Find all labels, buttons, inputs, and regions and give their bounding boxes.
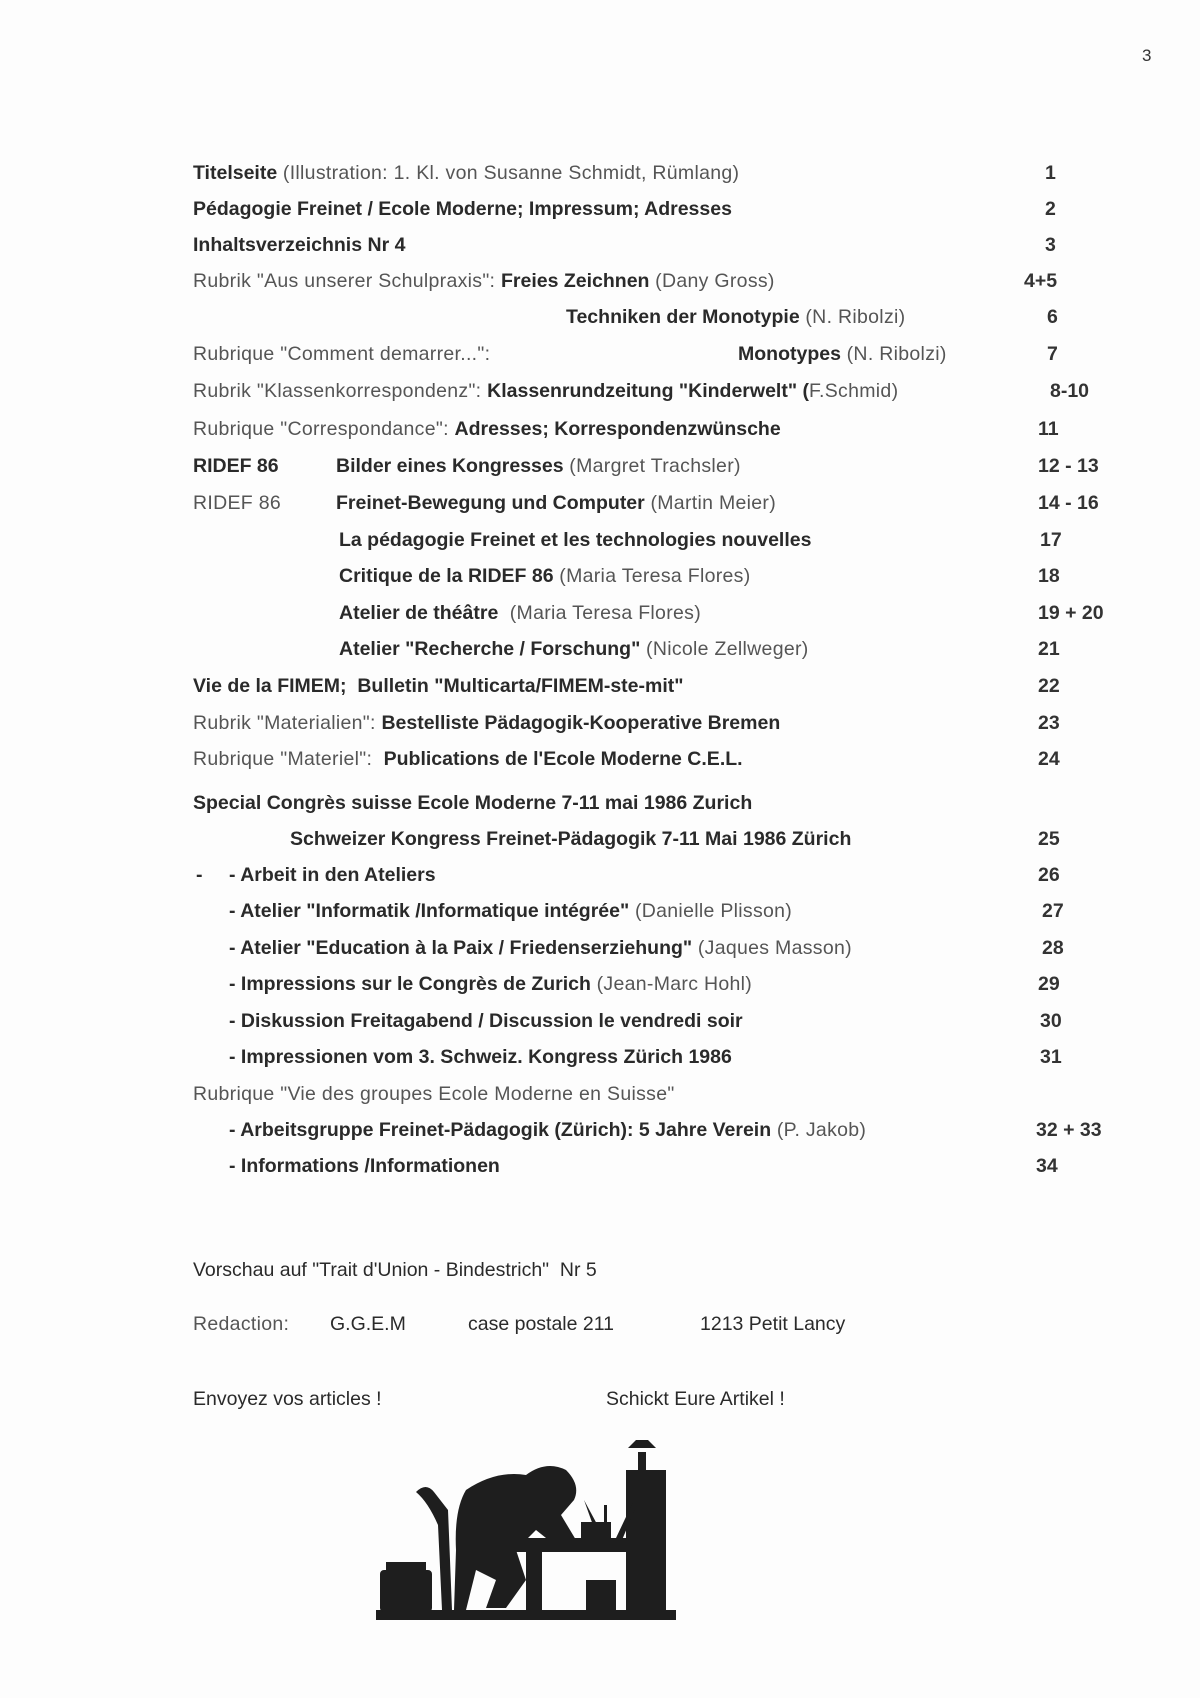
redaction-postbox: case postale 211 (468, 1313, 614, 1335)
toc-suffix: (N. Ribolzi) (840, 343, 947, 365)
toc-entry (0, 1153, 1200, 1179)
toc-title: La pédagogie Freinet et les technologies nouvelles (339, 529, 812, 551)
toc-title: Titelseite (193, 162, 278, 184)
toc-suffix: F.Schmid) (808, 380, 899, 402)
toc-suffix: (Illustration: 1. Kl. von Susanne Schmidt, Rümlang) (277, 162, 740, 184)
toc-entry (0, 341, 1200, 367)
toc-entry (0, 898, 1200, 924)
toc-title: - Atelier "Informatik /Informatique intégrée" (229, 900, 630, 922)
toc-suffix: (P. Jakob) (771, 1119, 867, 1141)
toc-prefix: - (196, 864, 203, 886)
toc-title: Klassenrundzeitung "Kinderwelt" ( (487, 380, 809, 402)
toc-entry (0, 1008, 1200, 1034)
toc-prefix: RIDEF 86 (193, 492, 282, 514)
toc-entry (0, 490, 1200, 516)
toc-page: 32 + 33 (1036, 1119, 1102, 1141)
toc-entry (0, 1117, 1200, 1143)
toc-title: - Diskussion Freitagabend / Discussion le vendredi soir (229, 1010, 743, 1032)
toc-prefix: Rubrik "Materialien": (193, 712, 382, 734)
child-writing-silhouette-icon (376, 1430, 686, 1620)
toc-page: 31 (1040, 1046, 1062, 1068)
toc-title: - Arbeit in den Ateliers (229, 864, 436, 886)
toc-suffix: (Margret Trachsler) (563, 455, 741, 477)
toc-title: Inhaltsverzeichnis Nr 4 (193, 234, 406, 256)
toc-prefix: Rubrik "Aus unserer Schulpraxis": (193, 270, 501, 292)
toc-title: Pédagogie Freinet / Ecole Moderne; Impressum; Adresses (193, 198, 732, 220)
toc-title: Monotypes (738, 343, 841, 365)
toc-title: - Atelier "Education à la Paix / Friedenserziehung" (229, 937, 693, 959)
toc-title: Atelier "Recherche / Forschung" (339, 638, 641, 660)
toc-section-heading (0, 1081, 1200, 1107)
toc-page: 24 (1038, 748, 1060, 770)
toc-title: Bestelliste Pädagogik-Kooperative Bremen (381, 712, 781, 734)
toc-page: 11 (1038, 418, 1059, 440)
toc-suffix: (Maria Teresa Flores) (553, 565, 751, 587)
toc-suffix: (Danielle Plisson) (629, 900, 793, 922)
toc-title: - Informations /Informationen (229, 1155, 500, 1177)
toc-title: Vie de la FIMEM; Bulletin "Multicarta/FIMEM-ste-mit" (193, 675, 684, 697)
toc-suffix: (Martin Meier) (644, 492, 777, 514)
toc-entry (0, 600, 1200, 626)
toc-title: Schweizer Kongress Freinet-Pädagogik 7-11 Mai 1986 Zürich (290, 828, 852, 850)
toc-prefix: Rubrique "Vie des groupes Ecole Moderne en Suisse" (193, 1083, 675, 1105)
toc-entry (0, 268, 1200, 294)
toc-entry (0, 862, 1200, 888)
toc-suffix: (Maria Teresa Flores) (498, 602, 701, 624)
toc-entry (0, 160, 1200, 186)
toc-section-heading (0, 790, 1200, 816)
toc-prefix: Rubrique "Correspondance": (193, 418, 455, 440)
toc-page: 23 (1038, 712, 1060, 734)
toc-title: Techniken der Monotypie (566, 306, 800, 328)
toc-title: Adresses; Korrespondenzwünsche (454, 418, 781, 440)
call-for-articles-fr: Envoyez vos articles ! (193, 1388, 382, 1410)
toc-page: 19 + 20 (1038, 602, 1104, 624)
toc-prefix: Rubrique "Materiel": (193, 748, 384, 770)
toc-title: Atelier de théâtre (339, 602, 499, 624)
redaction-city: 1213 Petit Lancy (700, 1313, 846, 1335)
toc-page: 6 (1047, 306, 1058, 328)
toc-page: 2 (1045, 198, 1056, 220)
toc-suffix: (Dany Gross) (649, 270, 775, 292)
toc-page: 18 (1038, 565, 1060, 587)
toc-entry (0, 673, 1200, 699)
toc-title: Critique de la RIDEF 86 (339, 565, 554, 587)
toc-prefix: Rubrique "Comment demarrer...": (193, 343, 491, 365)
toc-suffix: (Jaques Masson) (692, 937, 852, 959)
toc-entry (0, 971, 1200, 997)
page-number: 3 (1142, 46, 1152, 65)
toc-entry (0, 232, 1200, 258)
toc-entry (0, 304, 1200, 330)
toc-entry (0, 826, 1200, 852)
redaction-label: Redaction: (193, 1313, 290, 1335)
toc-page: 26 (1038, 864, 1060, 886)
toc-entry (0, 416, 1200, 442)
toc-title: Publications de l'Ecole Moderne C.E.L. (383, 748, 743, 770)
toc-page: 3 (1045, 234, 1056, 256)
toc-entry (0, 710, 1200, 736)
redaction-org: G.G.E.M (330, 1313, 406, 1335)
toc-page: 22 (1038, 675, 1060, 697)
toc-page: 25 (1038, 828, 1060, 850)
toc-title: Bilder eines Kongresses (336, 455, 564, 477)
toc-entry (0, 453, 1200, 479)
toc-page: 34 (1036, 1155, 1058, 1177)
call-for-articles-de: Schickt Eure Artikel ! (606, 1388, 785, 1410)
toc-prefix: RIDEF 86 (193, 455, 279, 477)
toc-page: 28 (1042, 937, 1064, 959)
toc-entry (0, 935, 1200, 961)
next-issue-preview: Vorschau auf "Trait d'Union - Bindestrich" Nr 5 (193, 1259, 597, 1281)
toc-entry (0, 563, 1200, 589)
toc-entry (0, 746, 1200, 772)
toc-page: 7 (1047, 343, 1058, 365)
toc-entry (0, 378, 1200, 404)
toc-page: 21 (1038, 638, 1060, 660)
toc-suffix: (Jean-Marc Hohl) (590, 973, 753, 995)
toc-prefix: Rubrik "Klassenkorrespondenz": (193, 380, 488, 402)
toc-title: Special Congrès suisse Ecole Moderne 7-11 mai 1986 Zurich (193, 792, 753, 814)
toc-title: Freies Zeichnen (501, 270, 650, 292)
toc-page: 29 (1038, 973, 1060, 995)
toc-suffix: (Nicole Zellweger) (640, 638, 809, 660)
toc-page: 17 (1040, 529, 1062, 551)
toc-page: 14 - 16 (1038, 492, 1099, 514)
toc-page: 4+5 (1024, 270, 1058, 292)
toc-title: - Impressions sur le Congrès de Zurich (229, 973, 591, 995)
toc-title: Freinet-Bewegung und Computer (336, 492, 645, 514)
toc-title: - Impressionen vom 3. Schweiz. Kongress Zürich 1986 (229, 1046, 732, 1068)
toc-entry (0, 636, 1200, 662)
toc-entry (0, 196, 1200, 222)
toc-entry (0, 527, 1200, 553)
toc-page: 8-10 (1050, 380, 1090, 402)
toc-page: 30 (1040, 1010, 1062, 1032)
toc-entry (0, 1044, 1200, 1070)
toc-suffix: (N. Ribolzi) (799, 306, 906, 328)
toc-page: 27 (1042, 900, 1064, 922)
toc-page: 12 - 13 (1038, 455, 1099, 477)
toc-title: - Arbeitsgruppe Freinet-Pädagogik (Zürich): 5 Jahre Verein (229, 1119, 772, 1141)
toc-page: 1 (1045, 162, 1056, 184)
